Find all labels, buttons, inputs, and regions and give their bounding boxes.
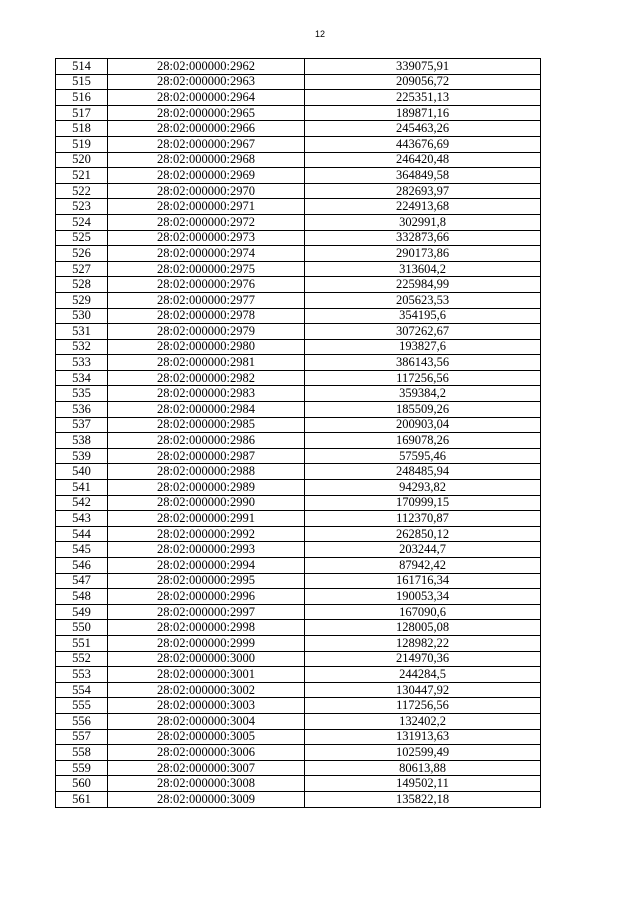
row-number-cell: 520: [56, 152, 108, 168]
value-cell: 132402,2: [305, 713, 541, 729]
table-row: [56, 604, 541, 620]
value-cell: 443676,69: [305, 136, 541, 152]
table-row: [56, 308, 541, 324]
row-number-cell: 518: [56, 121, 108, 137]
cadastral-number-cell: 28:02:000000:2986: [108, 433, 305, 449]
cadastral-number-cell: 28:02:000000:2985: [108, 417, 305, 433]
cadastral-number-cell: 28:02:000000:2994: [108, 558, 305, 574]
cadastral-number-cell: 28:02:000000:3007: [108, 760, 305, 776]
value-cell: 189871,16: [305, 105, 541, 121]
row-number-cell: 561: [56, 791, 108, 807]
table-row: [56, 417, 541, 433]
row-number-cell: 546: [56, 558, 108, 574]
row-number-cell: 532: [56, 339, 108, 355]
row-number-cell: 534: [56, 370, 108, 386]
table-row: [56, 121, 541, 137]
value-cell: 117256,56: [305, 698, 541, 714]
cadastral-number-cell: 28:02:000000:2999: [108, 635, 305, 651]
table-row: [56, 168, 541, 184]
value-cell: 57595,46: [305, 448, 541, 464]
cadastral-number-cell: 28:02:000000:2977: [108, 292, 305, 308]
table-row: [56, 152, 541, 168]
value-cell: 161716,34: [305, 573, 541, 589]
row-number-cell: 549: [56, 604, 108, 620]
table-row: [56, 682, 541, 698]
row-number-cell: 517: [56, 105, 108, 121]
table-row: [56, 324, 541, 340]
row-number-cell: 524: [56, 214, 108, 230]
cadastral-number-cell: 28:02:000000:3005: [108, 729, 305, 745]
row-number-cell: 555: [56, 698, 108, 714]
table-row: [56, 667, 541, 683]
table-row: [56, 230, 541, 246]
row-number-cell: 550: [56, 620, 108, 636]
table-row: [56, 558, 541, 574]
row-number-cell: 527: [56, 261, 108, 277]
value-cell: 80613,88: [305, 760, 541, 776]
cadastral-number-cell: 28:02:000000:2966: [108, 121, 305, 137]
cadastral-number-cell: 28:02:000000:2982: [108, 370, 305, 386]
cadastral-number-cell: 28:02:000000:3009: [108, 791, 305, 807]
value-cell: 130447,92: [305, 682, 541, 698]
value-cell: 359384,2: [305, 386, 541, 402]
table-row: [56, 713, 541, 729]
table-row: [56, 214, 541, 230]
value-cell: 282693,97: [305, 183, 541, 199]
row-number-cell: 535: [56, 386, 108, 402]
row-number-cell: 547: [56, 573, 108, 589]
row-number-cell: 536: [56, 402, 108, 418]
table-row: [56, 402, 541, 418]
cadastral-number-cell: 28:02:000000:2964: [108, 90, 305, 106]
cadastral-number-cell: 28:02:000000:3003: [108, 698, 305, 714]
value-cell: 135822,18: [305, 791, 541, 807]
value-cell: 193827,6: [305, 339, 541, 355]
row-number-cell: 553: [56, 667, 108, 683]
table-row: [56, 246, 541, 262]
value-cell: 185509,26: [305, 402, 541, 418]
row-number-cell: 533: [56, 355, 108, 371]
value-cell: 332873,66: [305, 230, 541, 246]
cadastral-number-cell: 28:02:000000:2962: [108, 59, 305, 75]
value-cell: 302991,8: [305, 214, 541, 230]
row-number-cell: 556: [56, 713, 108, 729]
table-row: [56, 589, 541, 605]
cadastral-number-cell: 28:02:000000:2975: [108, 261, 305, 277]
cadastral-number-cell: 28:02:000000:2992: [108, 526, 305, 542]
cadastral-number-cell: 28:02:000000:3004: [108, 713, 305, 729]
value-cell: 167090,6: [305, 604, 541, 620]
table-row: [56, 74, 541, 90]
row-number-cell: 526: [56, 246, 108, 262]
table-row: [56, 526, 541, 542]
value-cell: 246420,48: [305, 152, 541, 168]
value-cell: 354195,6: [305, 308, 541, 324]
table-row: [56, 433, 541, 449]
value-cell: 225984,99: [305, 277, 541, 293]
cadastral-number-cell: 28:02:000000:2970: [108, 183, 305, 199]
value-cell: 169078,26: [305, 433, 541, 449]
cadastral-number-cell: 28:02:000000:2988: [108, 464, 305, 480]
table-row: [56, 651, 541, 667]
cadastral-number-cell: 28:02:000000:2991: [108, 511, 305, 527]
cadastral-number-cell: 28:02:000000:2972: [108, 214, 305, 230]
table-row: [56, 464, 541, 480]
value-cell: 200903,04: [305, 417, 541, 433]
row-number-cell: 551: [56, 635, 108, 651]
cadastral-number-cell: 28:02:000000:2974: [108, 246, 305, 262]
value-cell: 224913,68: [305, 199, 541, 215]
row-number-cell: 531: [56, 324, 108, 340]
table-row: [56, 511, 541, 527]
row-number-cell: 515: [56, 74, 108, 90]
cadastral-number-cell: 28:02:000000:3001: [108, 667, 305, 683]
value-cell: 313604,2: [305, 261, 541, 277]
value-cell: 128982,22: [305, 635, 541, 651]
cadastral-number-cell: 28:02:000000:3002: [108, 682, 305, 698]
row-number-cell: 541: [56, 480, 108, 496]
cadastral-number-cell: 28:02:000000:2987: [108, 448, 305, 464]
table-row: [56, 698, 541, 714]
table-row: [56, 339, 541, 355]
table-row: [56, 760, 541, 776]
row-number-cell: 544: [56, 526, 108, 542]
cadastral-number-cell: 28:02:000000:2983: [108, 386, 305, 402]
value-cell: 339075,91: [305, 59, 541, 75]
table-row: [56, 573, 541, 589]
table-row: [56, 635, 541, 651]
table-row: [56, 292, 541, 308]
value-cell: 245463,26: [305, 121, 541, 137]
table-row: [56, 277, 541, 293]
value-cell: 386143,56: [305, 355, 541, 371]
cadastral-number-cell: 28:02:000000:2973: [108, 230, 305, 246]
value-cell: 203244,7: [305, 542, 541, 558]
cadastral-number-cell: 28:02:000000:3006: [108, 745, 305, 761]
row-number-cell: 525: [56, 230, 108, 246]
records-table-body: [56, 59, 541, 808]
cadastral-number-cell: 28:02:000000:3000: [108, 651, 305, 667]
row-number-cell: 548: [56, 589, 108, 605]
value-cell: 94293,82: [305, 480, 541, 496]
value-cell: 149502,11: [305, 776, 541, 792]
row-number-cell: 554: [56, 682, 108, 698]
row-number-cell: 540: [56, 464, 108, 480]
value-cell: 244284,5: [305, 667, 541, 683]
cadastral-number-cell: 28:02:000000:2993: [108, 542, 305, 558]
row-number-cell: 558: [56, 745, 108, 761]
row-number-cell: 538: [56, 433, 108, 449]
records-table: [55, 58, 541, 808]
table-row: [56, 542, 541, 558]
table-row: [56, 620, 541, 636]
cadastral-number-cell: 28:02:000000:2995: [108, 573, 305, 589]
cadastral-number-cell: 28:02:000000:2978: [108, 308, 305, 324]
cadastral-number-cell: 28:02:000000:2976: [108, 277, 305, 293]
table-row: [56, 105, 541, 121]
value-cell: 225351,13: [305, 90, 541, 106]
table-row: [56, 729, 541, 745]
cadastral-number-cell: 28:02:000000:2963: [108, 74, 305, 90]
row-number-cell: 516: [56, 90, 108, 106]
row-number-cell: 530: [56, 308, 108, 324]
row-number-cell: 543: [56, 511, 108, 527]
value-cell: 170999,15: [305, 495, 541, 511]
table-row: [56, 745, 541, 761]
row-number-cell: 519: [56, 136, 108, 152]
table-row: [56, 776, 541, 792]
row-number-cell: 514: [56, 59, 108, 75]
table-row: [56, 183, 541, 199]
row-number-cell: 521: [56, 168, 108, 184]
table-row: [56, 495, 541, 511]
table-row: [56, 791, 541, 807]
value-cell: 205623,53: [305, 292, 541, 308]
row-number-cell: 528: [56, 277, 108, 293]
value-cell: 262850,12: [305, 526, 541, 542]
row-number-cell: 523: [56, 199, 108, 215]
table-row: [56, 480, 541, 496]
row-number-cell: 560: [56, 776, 108, 792]
value-cell: 364849,58: [305, 168, 541, 184]
cadastral-number-cell: 28:02:000000:2980: [108, 339, 305, 355]
cadastral-number-cell: 28:02:000000:2967: [108, 136, 305, 152]
cadastral-number-cell: 28:02:000000:2965: [108, 105, 305, 121]
cadastral-number-cell: 28:02:000000:3008: [108, 776, 305, 792]
row-number-cell: 529: [56, 292, 108, 308]
table-row: [56, 199, 541, 215]
cadastral-number-cell: 28:02:000000:2968: [108, 152, 305, 168]
table-row: [56, 59, 541, 75]
table-row: [56, 355, 541, 371]
cadastral-number-cell: 28:02:000000:2998: [108, 620, 305, 636]
value-cell: 190053,34: [305, 589, 541, 605]
page-number: 12: [314, 29, 325, 39]
row-number-cell: 537: [56, 417, 108, 433]
value-cell: 87942,42: [305, 558, 541, 574]
cadastral-number-cell: 28:02:000000:2981: [108, 355, 305, 371]
cadastral-number-cell: 28:02:000000:2989: [108, 480, 305, 496]
table-row: [56, 448, 541, 464]
cadastral-number-cell: 28:02:000000:2997: [108, 604, 305, 620]
row-number-cell: 559: [56, 760, 108, 776]
table-row: [56, 136, 541, 152]
row-number-cell: 542: [56, 495, 108, 511]
value-cell: 209056,72: [305, 74, 541, 90]
row-number-cell: 522: [56, 183, 108, 199]
value-cell: 128005,08: [305, 620, 541, 636]
table-row: [56, 370, 541, 386]
value-cell: 248485,94: [305, 464, 541, 480]
row-number-cell: 545: [56, 542, 108, 558]
value-cell: 102599,49: [305, 745, 541, 761]
table-row: [56, 386, 541, 402]
cadastral-number-cell: 28:02:000000:2971: [108, 199, 305, 215]
cadastral-number-cell: 28:02:000000:2979: [108, 324, 305, 340]
value-cell: 131913,63: [305, 729, 541, 745]
value-cell: 117256,56: [305, 370, 541, 386]
row-number-cell: 539: [56, 448, 108, 464]
table-row: [56, 90, 541, 106]
cadastral-number-cell: 28:02:000000:2990: [108, 495, 305, 511]
value-cell: 307262,67: [305, 324, 541, 340]
table-row: [56, 261, 541, 277]
value-cell: 290173,86: [305, 246, 541, 262]
cadastral-number-cell: 28:02:000000:2984: [108, 402, 305, 418]
cadastral-number-cell: 28:02:000000:2969: [108, 168, 305, 184]
row-number-cell: 557: [56, 729, 108, 745]
row-number-cell: 552: [56, 651, 108, 667]
cadastral-number-cell: 28:02:000000:2996: [108, 589, 305, 605]
value-cell: 214970,36: [305, 651, 541, 667]
value-cell: 112370,87: [305, 511, 541, 527]
